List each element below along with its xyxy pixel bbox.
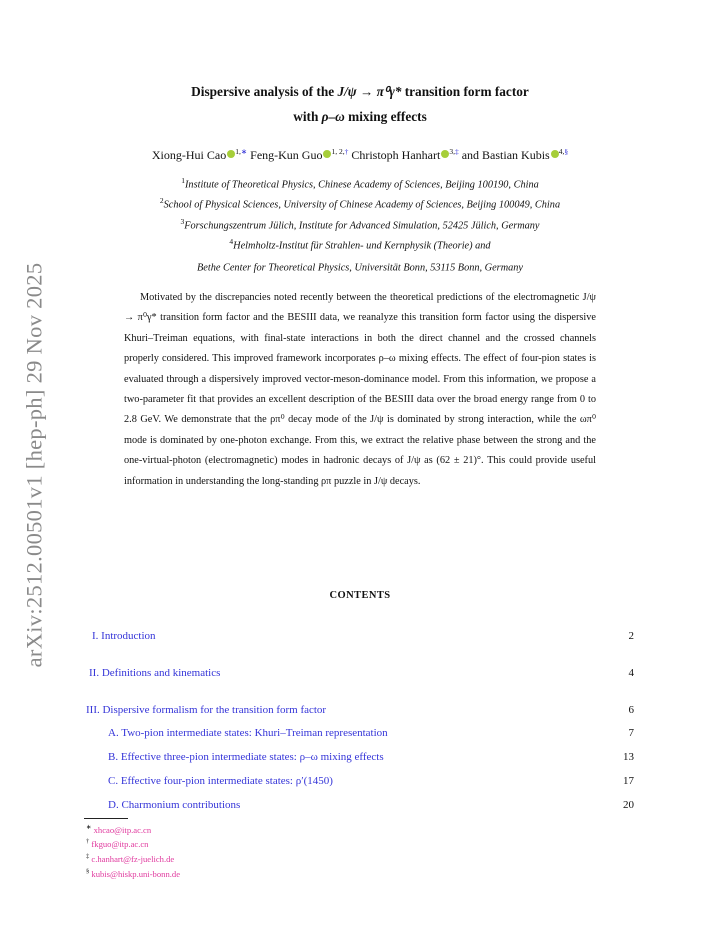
author-affiliation-marks: 3, <box>449 147 455 156</box>
footnote-mark: † <box>86 838 90 845</box>
toc-page-number: 6 <box>628 704 634 716</box>
author-affiliation-marks: 1, 2, <box>331 147 345 156</box>
affiliation-number: 2 <box>159 196 164 205</box>
author <box>482 148 568 162</box>
footnote <box>86 853 174 864</box>
toc-page-number: 13 <box>623 751 634 763</box>
email-link[interactable]: fkguo@itp.ac.cn <box>91 838 149 849</box>
title-text: with <box>293 109 322 124</box>
arxiv-stamp <box>19 255 49 675</box>
author-name: Xiong-Hui Cao <box>151 148 227 162</box>
contents-heading: CONTENTS <box>329 590 391 601</box>
toc-link[interactable]: C. Effective four-pion intermediate states: ρ′(1450) <box>108 775 333 787</box>
toc-page-number: 17 <box>623 775 634 787</box>
toc-entry[interactable] <box>0 630 720 646</box>
footnote <box>86 868 180 879</box>
footnote <box>86 838 148 849</box>
affiliation-number: 1 <box>181 176 185 185</box>
toc-entry[interactable] <box>0 751 720 767</box>
toc-entry[interactable] <box>0 799 720 815</box>
footnote-link[interactable]: † <box>344 147 349 156</box>
toc-link[interactable]: B. Effective three-pion intermediate states: ρ–ω mixing effects <box>108 751 384 763</box>
affiliation-number: 3 <box>180 217 185 226</box>
toc-entry[interactable] <box>0 727 720 743</box>
email-link[interactable]: xhcao@itp.ac.cn <box>93 824 152 835</box>
email-link[interactable]: kubis@hiskp.uni-bonn.de <box>91 868 181 879</box>
affiliation-text: Institute of Theoretical Physics, Chinese Academy of Sciences, Beijing 100190, China <box>185 179 539 191</box>
toc-page-number: 2 <box>628 630 634 642</box>
affiliation-text: Helmholtz-Institut für Strahlen- und Kernphysik (Theorie) and <box>233 240 491 252</box>
arxiv-stamp-text: arXiv:2512.00501v1 [hep-ph] 29 Nov 2025 <box>21 262 46 668</box>
footnote-mark: ∗ <box>86 824 92 831</box>
toc-page-number: 4 <box>628 667 634 679</box>
abstract: Motivated by the discrepancies noted recently between the theoretical predictions of the electromagnetic J/ψ → π⁰γ* transition form factor and the BESIII data, we reanalyze this transition form factor using the dispersive Khuri–Treiman equations, with final-state interactions in both the direct channel and the crossed channels properly considered. This improved framework incorporates ρ–ω mixing effects. The effect of four-pion states is evaluated through a dispersively improved vector-meson-dominance model. From this information, we propose a two-parameter fit that provides an excellent description of the BESIII data over the broad energy range from 0 to 2.8 GeV. We demonstrate that the ρπ⁰ decay mode of the J/ψ is dominated by strong interaction, while the ωπ⁰ mode is dominated by one-photon exchange. From this, we extract the relative phase between the strong and the one-virtual-photon (electromagnetic) modes in hadronic decays of J/ψ as (62 ± 21)°. This could provide useful information in understanding the long-standing ρπ puzzle in J/ψ decays. <box>124 292 596 487</box>
toc-page-number: 7 <box>628 727 634 739</box>
author-list <box>60 147 660 163</box>
paper-title-line-2 <box>80 109 640 125</box>
orcid-icon[interactable] <box>551 150 559 158</box>
toc-link[interactable]: I. Introduction <box>92 630 156 642</box>
toc-link[interactable]: II. Definitions and kinematics <box>89 667 221 679</box>
title-math: J/ψ → π⁰γ* <box>337 84 402 99</box>
affiliation-number: 4 <box>229 237 234 246</box>
footnote-divider <box>84 818 128 819</box>
toc-page-number: 20 <box>623 799 634 811</box>
toc-entry[interactable] <box>0 775 720 791</box>
footnote-mark: § <box>86 868 90 875</box>
affiliation <box>60 259 660 273</box>
toc-entry[interactable] <box>0 704 720 720</box>
toc-link[interactable]: D. Charmonium contributions <box>108 799 241 811</box>
title-text: Dispersive analysis of the <box>191 84 338 99</box>
paper-title-line-1 <box>80 84 640 100</box>
author-affiliation-marks: 1, <box>235 147 241 156</box>
toc-link[interactable]: III. Dispersive formalism for the transition form factor <box>86 704 327 716</box>
affiliation-text: Forschungszentrum Jülich, Institute for Advanced Simulation, 52425 Jülich, Germany <box>184 220 540 232</box>
affiliation <box>60 196 660 210</box>
author-name: Christoph Hanhart <box>351 148 441 162</box>
footnote <box>86 823 151 835</box>
author-name: Bastian Kubis <box>482 148 550 162</box>
title-text: transition form factor <box>401 84 529 99</box>
footnote-link[interactable]: ∗ <box>240 147 248 156</box>
author <box>351 148 482 162</box>
toc-link[interactable]: A. Two-pion intermediate states: Khuri–Treiman representation <box>108 727 388 739</box>
author-separator: and <box>458 148 483 162</box>
footnote-mark: ‡ <box>86 853 90 860</box>
email-link[interactable]: c.hanhart@fz-juelich.de <box>91 853 175 864</box>
affiliation <box>60 176 660 190</box>
title-math: ρ–ω <box>321 109 345 124</box>
footnote-link[interactable]: § <box>564 147 569 156</box>
title-text: mixing effects <box>344 109 427 124</box>
affiliation-text: School of Physical Sciences, University of Chinese Academy of Sciences, Beijing 100049, China <box>163 199 561 211</box>
author-name: Feng-Kun Guo <box>250 148 323 162</box>
affiliation-text: Bethe Center for Theoretical Physics, Universität Bonn, 53115 Bonn, Germany <box>196 262 523 274</box>
author-affiliation-marks: 4, <box>558 147 565 156</box>
affiliation <box>60 237 660 251</box>
affiliation <box>60 217 660 231</box>
author <box>152 148 250 162</box>
author <box>250 148 351 162</box>
footnote-link[interactable]: ‡ <box>454 147 459 156</box>
toc-entry[interactable] <box>0 667 720 683</box>
